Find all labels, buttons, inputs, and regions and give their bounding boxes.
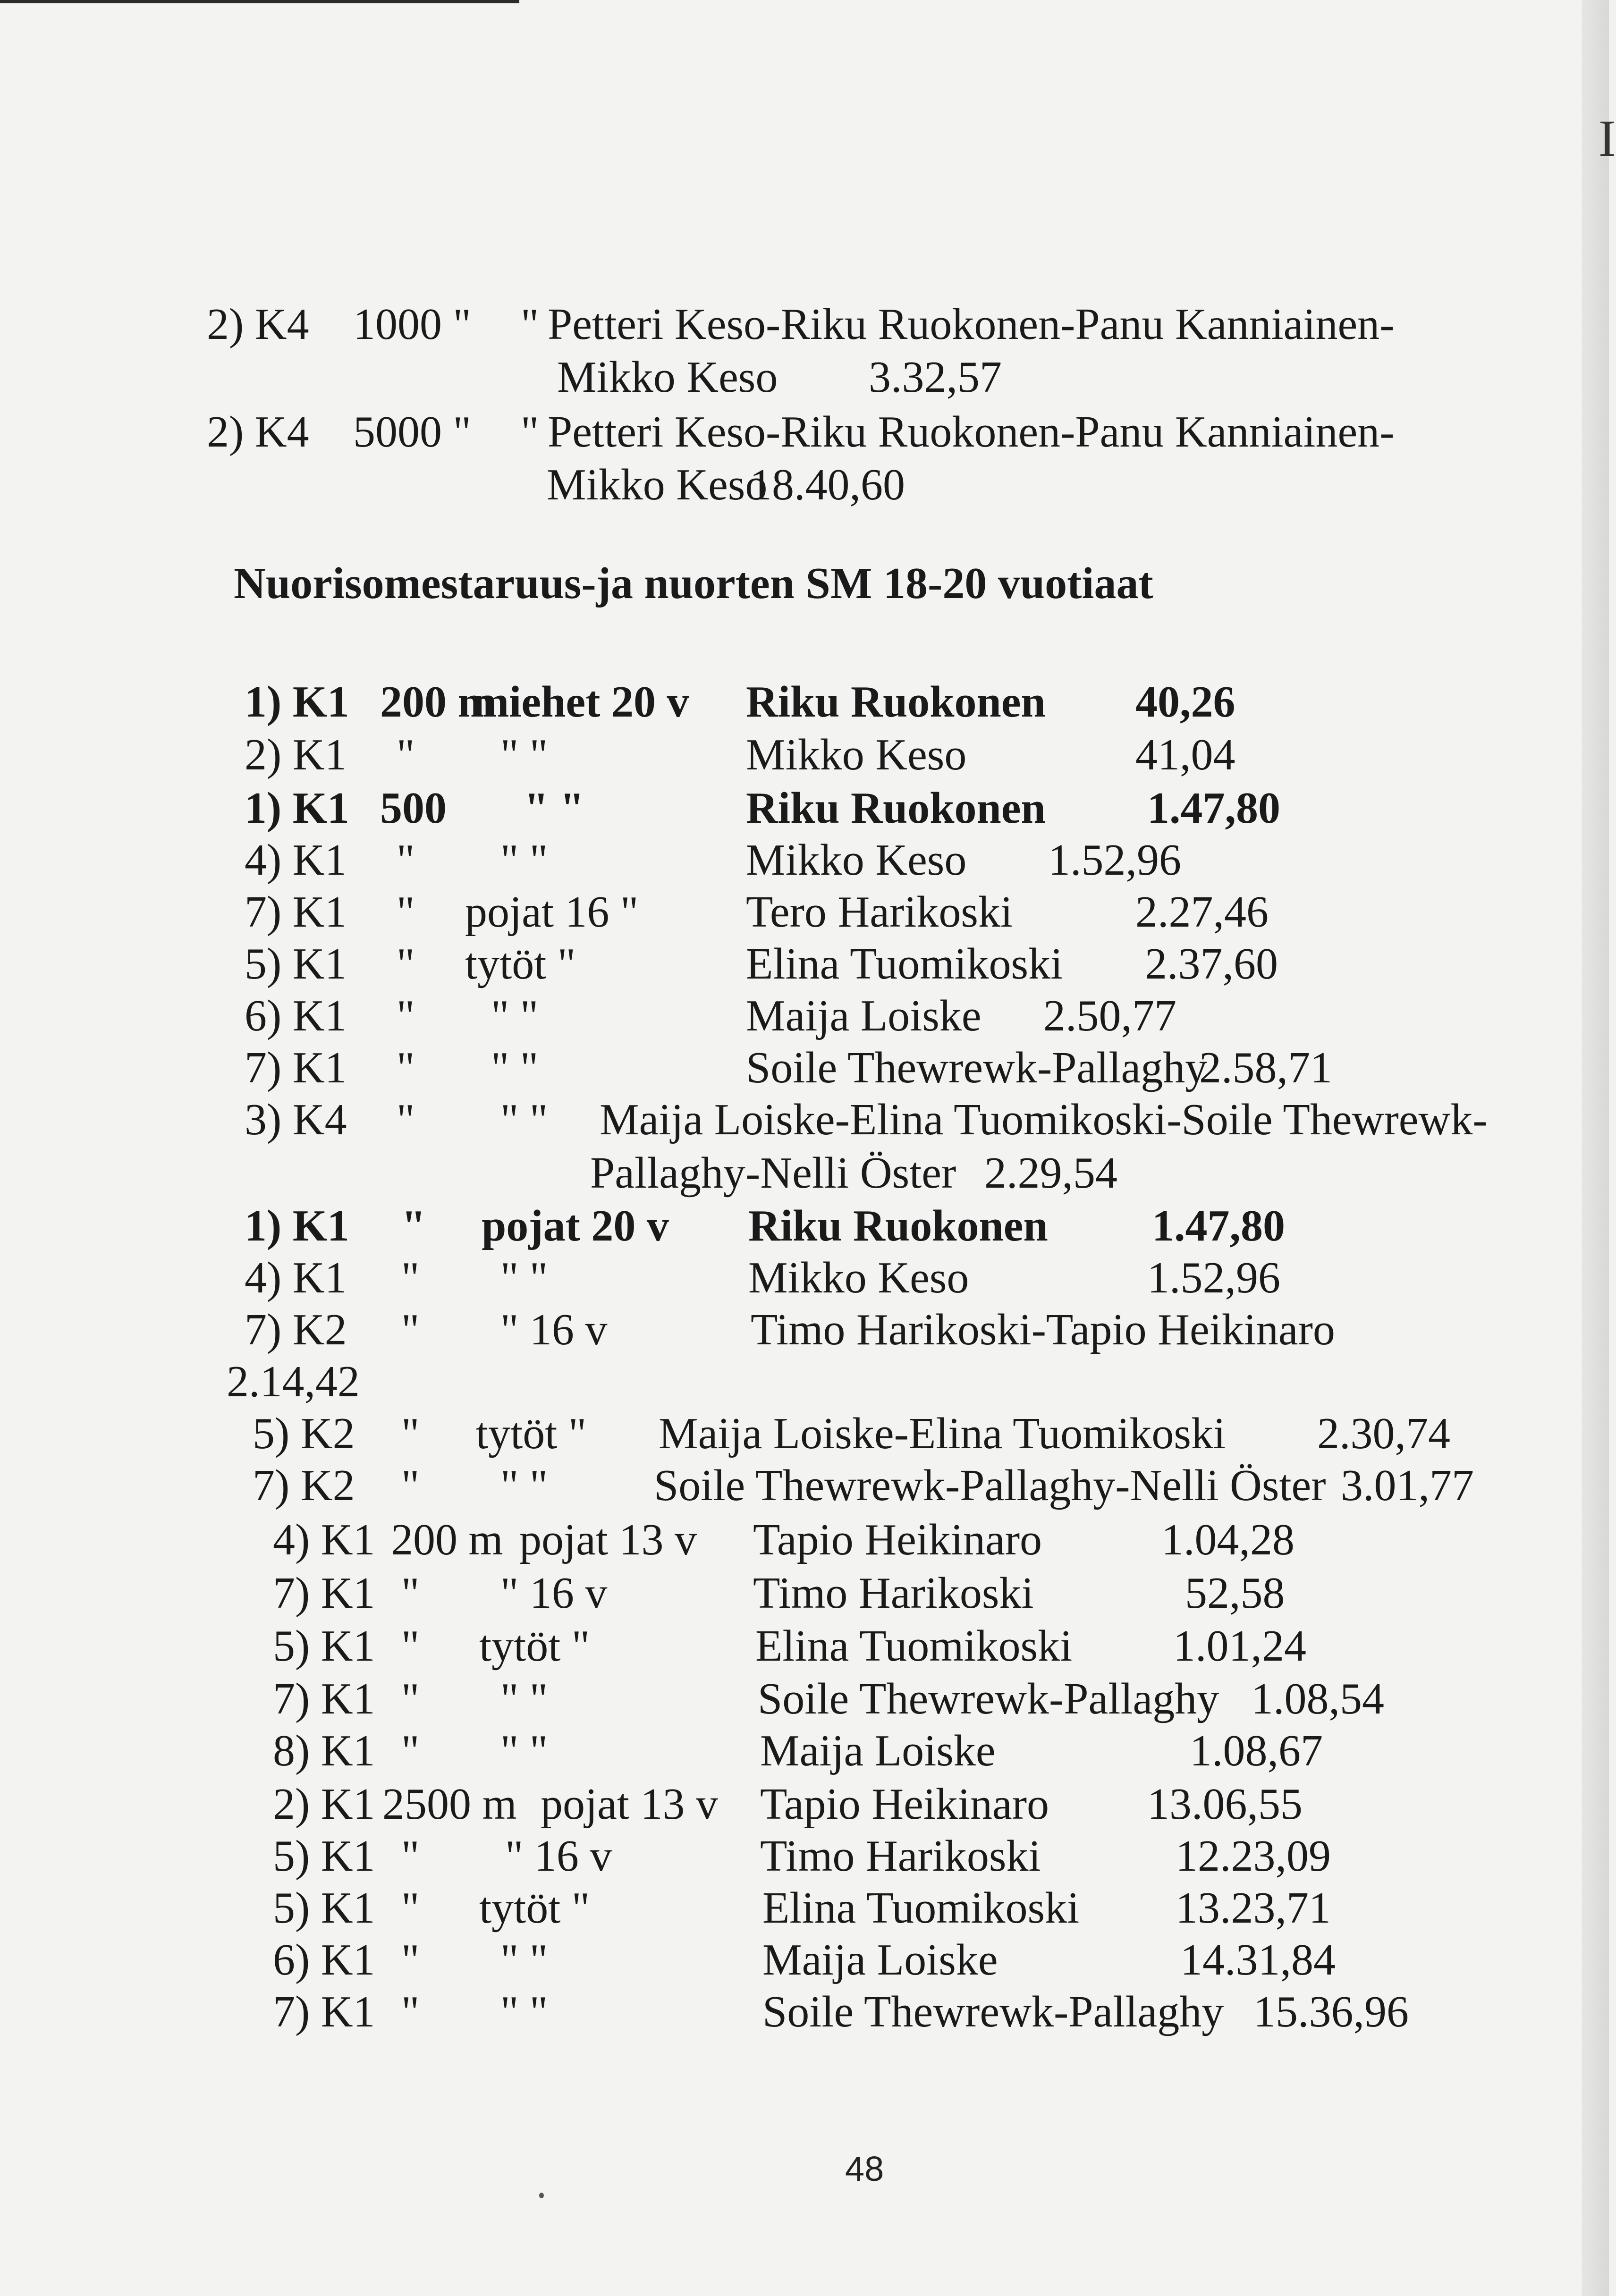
result-distance: " [397, 939, 415, 988]
result-name: Soile Thewrewk-Pallaghy [758, 1674, 1219, 1723]
result-category: " " [500, 1095, 548, 1144]
edge-mark: I [1599, 110, 1616, 167]
entry-team-cont: Mikko Keso [557, 353, 778, 402]
result-rank: 1) K1 [245, 1201, 349, 1250]
result-distance: " [401, 1305, 420, 1354]
result-rank: 7) K1 [245, 1043, 347, 1092]
result-time: 2.37,60 [1145, 939, 1278, 988]
result-category: pojat 13 v [519, 1515, 697, 1564]
result-distance: 2500 m [382, 1780, 517, 1829]
result-rank: 4) K1 [245, 836, 347, 885]
entry-rank: 2) K4 [207, 300, 309, 349]
result-time: 2.50,77 [1043, 991, 1176, 1040]
result-distance: 200 m [380, 677, 495, 726]
result-time: 2.14,42 [227, 1357, 360, 1406]
result-time: 2.27,46 [1135, 887, 1269, 937]
result-category: " " [500, 1726, 548, 1775]
section-heading: Nuorisomestaruus-ja nuorten SM 18-20 vuotiaat [234, 559, 1153, 608]
result-category: " " [500, 1935, 548, 1984]
result-category: " 16 v [500, 1569, 608, 1618]
result-distance: " [401, 1569, 420, 1618]
result-category: tytöt " [465, 939, 576, 988]
result-time: 41,04 [1135, 730, 1235, 779]
entry-time: 3.32,57 [869, 353, 1002, 402]
result-rank: 6) K1 [273, 1935, 375, 1984]
result-name: Elina Tuomikoski [746, 939, 1063, 988]
result-time: 2.58,71 [1199, 1043, 1332, 1092]
result-name: Maija Loiske [746, 991, 981, 1040]
result-name: Riku Ruokonen [746, 677, 1046, 726]
result-time: 1.47,80 [1147, 784, 1280, 833]
result-rank: 5) K1 [273, 1621, 375, 1671]
scan-top-edge [0, 0, 519, 3]
result-time: 52,58 [1185, 1569, 1285, 1618]
entry-ditto: " [521, 300, 539, 349]
result-name: Soile Thewrewk-Pallaghy-Nelli Öster [654, 1461, 1326, 1510]
entry-event: 5000 " [353, 407, 471, 456]
result-distance: " [401, 1201, 426, 1250]
result-distance: 200 m [391, 1515, 503, 1564]
result-category: " " [500, 1461, 548, 1510]
entry-team: Petteri Keso-Riku Ruokonen-Panu Kanniainen- [548, 407, 1395, 456]
result-category: pojat 16 " [465, 887, 639, 937]
result-rank: 5) K1 [273, 1832, 375, 1881]
result-time: 1.47,80 [1152, 1201, 1285, 1250]
result-rank: 7) K1 [273, 1674, 375, 1723]
result-category: " " [500, 1253, 548, 1302]
result-rank: 2) K1 [245, 730, 347, 779]
result-distance: " [401, 1621, 420, 1671]
result-category: " " [500, 1987, 548, 2036]
result-rank: 2) K1 [273, 1780, 375, 1829]
result-category: tytöt " [479, 1883, 590, 1933]
result-distance: " [397, 887, 415, 937]
result-rank: 5) K1 [273, 1883, 375, 1933]
result-time: 15.36,96 [1253, 1987, 1409, 2036]
entry-team-cont: Mikko Keso [547, 460, 768, 509]
result-rank: 5) K2 [253, 1409, 355, 1458]
result-name: Timo Harikoski [760, 1832, 1041, 1881]
result-rank: 7) K1 [273, 1987, 375, 2036]
result-rank: 1) K1 [245, 677, 349, 726]
result-distance: " [397, 730, 415, 779]
result-name: Mikko Keso [746, 836, 967, 885]
result-name: Tapio Heikinaro [760, 1780, 1049, 1829]
result-category: pojat 13 v [541, 1780, 718, 1829]
top-entry-2 [207, 407, 1395, 456]
result-category: " " [491, 1043, 539, 1092]
result-distance: " [397, 1095, 415, 1144]
result-time: 1.08,54 [1251, 1674, 1384, 1723]
result-category: " " [491, 991, 539, 1040]
result-distance: " [401, 1253, 420, 1302]
result-name: Maija Loiske [760, 1726, 996, 1775]
result-name: Tero Harikoski [746, 887, 1013, 937]
result-time: 1.08,67 [1190, 1726, 1323, 1775]
entry-team: Petteri Keso-Riku Ruokonen-Panu Kanniainen- [548, 300, 1395, 349]
result-rank: 7) K1 [245, 887, 347, 937]
result-name: Maija Loiske-Elina Tuomikoski-Soile Thewrewk- [600, 1095, 1488, 1144]
result-category: " " [524, 784, 584, 833]
result-distance: " [397, 1043, 415, 1092]
result-rank: 3) K4 [245, 1095, 347, 1144]
result-category: pojat 20 v [482, 1201, 669, 1250]
result-distance: " [401, 1987, 420, 2036]
result-time: 14.31,84 [1180, 1935, 1336, 1984]
result-rank: 4) K1 [273, 1515, 375, 1564]
result-distance: " [397, 991, 415, 1040]
result-category: " " [500, 1674, 548, 1723]
result-distance: " [401, 1726, 420, 1775]
result-name: Elina Tuomikoski [755, 1621, 1073, 1671]
entry-rank: 2) K4 [207, 407, 309, 456]
result-rank: 7) K1 [273, 1569, 375, 1618]
top-entry-1 [207, 300, 1395, 349]
result-time: 1.01,24 [1173, 1621, 1306, 1671]
entry-event: 1000 " [353, 300, 471, 349]
result-name: Timo Harikoski-Tapio Heikinaro [751, 1305, 1335, 1354]
result-distance: " [401, 1832, 420, 1881]
result-distance: " [401, 1883, 420, 1933]
result-distance: " [401, 1461, 420, 1510]
result-time: 13.23,71 [1176, 1883, 1331, 1933]
result-category: " " [500, 730, 548, 779]
result-category: " 16 v [500, 1305, 608, 1354]
result-rank: 5) K1 [245, 939, 347, 988]
result-rank: 7) K2 [253, 1461, 355, 1510]
result-name: Mikko Keso [746, 730, 967, 779]
result-rank: 6) K1 [245, 991, 347, 1040]
entry-ditto: " [521, 407, 539, 456]
result-name: Timo Harikoski [753, 1569, 1034, 1618]
result-time: 12.23,09 [1176, 1832, 1331, 1881]
result-category: tytöt " [476, 1409, 587, 1458]
result-category: " " [500, 836, 548, 885]
top-entry-1-cont [557, 353, 1002, 402]
result-distance: " [397, 836, 415, 885]
result-distance: " [401, 1409, 420, 1458]
result-distance: " [401, 1935, 420, 1984]
result-category: " 16 v [505, 1832, 612, 1881]
result-category: miehet 20 v [472, 677, 689, 726]
result-name: Riku Ruokonen [746, 784, 1046, 833]
result-rank: 1) K1 [245, 784, 349, 833]
result-name: Soile Thewrewk-Pallaghy [746, 1043, 1208, 1092]
result-name: Mikko Keso [748, 1253, 969, 1302]
result-distance: 500 [380, 784, 447, 833]
top-entry-2-cont [547, 460, 905, 509]
result-distance: " [401, 1674, 420, 1723]
result-rank: 4) K1 [245, 1253, 347, 1302]
result-time: 40,26 [1135, 677, 1235, 726]
result-name: Maija Loiske [762, 1935, 998, 1984]
result-name: Riku Ruokonen [748, 1201, 1048, 1250]
scan-speck [539, 2193, 544, 2198]
result-time: 3.01,77 [1341, 1461, 1474, 1510]
result-rank: 7) K2 [245, 1305, 347, 1354]
entry-time: 18.40,60 [750, 460, 905, 509]
result-time: 2.30,74 [1317, 1409, 1450, 1458]
page-gutter-shadow [1582, 0, 1609, 2296]
result-name: Elina Tuomikoski [762, 1883, 1080, 1933]
result-category: tytöt " [479, 1621, 590, 1671]
result-rank: 8) K1 [273, 1726, 375, 1775]
result-name: Soile Thewrewk-Pallaghy [762, 1987, 1224, 2036]
result-time: 13.06,55 [1147, 1780, 1303, 1829]
result-time: 1.04,28 [1161, 1515, 1294, 1564]
result-name: Pallaghy-Nelli Öster [590, 1148, 956, 1198]
result-time: 2.29,54 [984, 1148, 1117, 1198]
result-name: Tapio Heikinaro [753, 1515, 1042, 1564]
result-time: 1.52,96 [1147, 1253, 1280, 1302]
result-time: 1.52,96 [1048, 836, 1181, 885]
page-number: 48 [845, 2149, 884, 2188]
result-name: Maija Loiske-Elina Tuomikoski [659, 1409, 1226, 1458]
